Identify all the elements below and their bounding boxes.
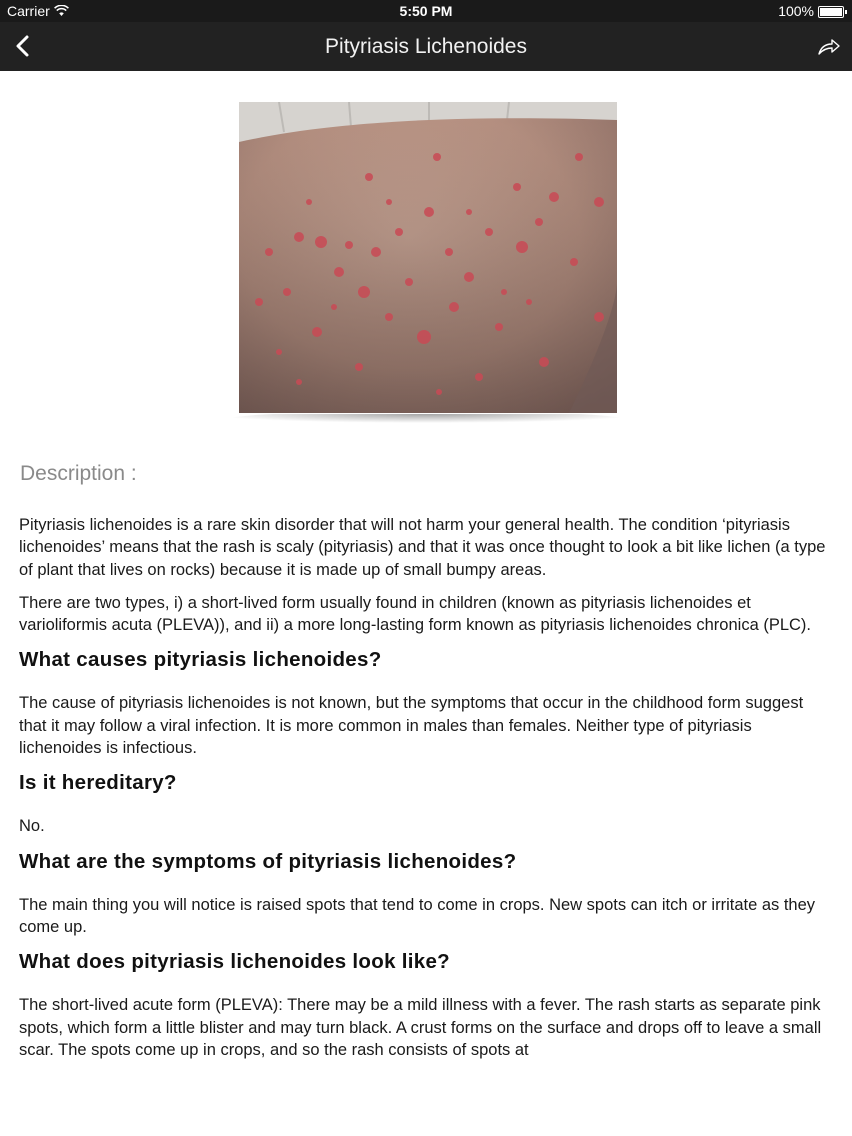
status-bar [0, 0, 852, 22]
photo-shadow [228, 414, 624, 434]
share-button[interactable] [816, 34, 842, 60]
paragraph-intro: Pityriasis lichenoides is a rare skin disorder that will not harm your general health. The condition ‘pityriasis lichenoides’ means that the rash is scaly (pityriasis) and that it was once thought to look a bit like lichen (a type of plant that lives on rocks) because it is made up of small bumpy areas. [19, 516, 826, 579]
paragraph-causes: The cause of pityriasis lichenoides is not known, but the symptoms that occur in the childhood form suggest that it may follow a viral infection. It is more common in males than females. Neither type of pityriasis lichenoides is infectious. [19, 694, 804, 758]
rash-photo [239, 102, 617, 413]
battery-icon [818, 6, 844, 18]
heading-symptoms: What are the symptoms of pityriasis lichenoides? [19, 849, 517, 873]
page-title: Pityriasis Lichenoides [325, 35, 527, 58]
heading-appearance: What does pityriasis lichenoides look like? [19, 950, 450, 974]
paragraph-appearance: The short-lived acute form (PLEVA): There may be a mild illness with a fever. The rash starts as separate pink spots, which form a little blister and may turn black. A crust forms on the surface and drops off to leave a small scar. The spots come up in crops, and so the rash consists of spots at [19, 996, 822, 1059]
status-time: 5:50 PM [399, 3, 453, 19]
carrier-label: Carrier [7, 3, 50, 19]
heading-causes: What causes pityriasis lichenoides? [19, 648, 382, 672]
article-content [19, 462, 834, 1072]
description-heading: Description : [20, 462, 137, 485]
nav-bar [0, 22, 852, 71]
heading-hereditary: Is it hereditary? [19, 771, 177, 795]
paragraph-hereditary: No. [19, 817, 45, 836]
paragraph-symptoms: The main thing you will notice is raised spots that tend to come in crops. New spots can itch or irritate as they come up. [19, 895, 816, 936]
paragraph-types: There are two types, i) a short-lived form usually found in children (known as pityriasis lichenoides et varioliformis acuta (PLEVA)), and ii) a more long-lasting form known as pityriasis lichenoides chronica (PLC). [19, 593, 811, 635]
share-arrow-icon [816, 34, 842, 60]
battery-percent: 100% [778, 3, 814, 19]
